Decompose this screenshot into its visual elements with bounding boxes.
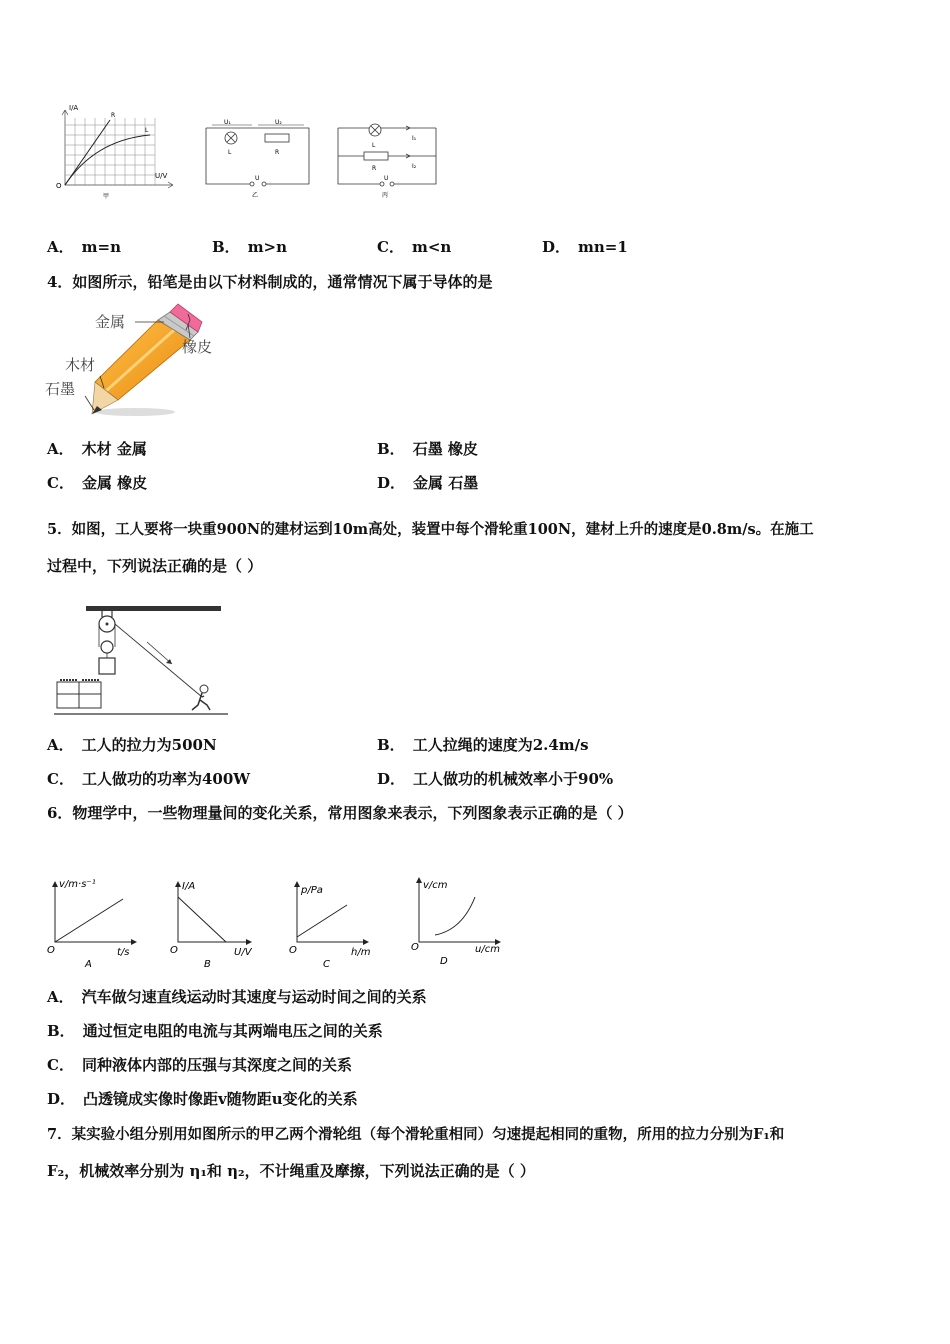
q6-b-ylabel: I/A [182, 881, 196, 892]
q5-option-d: D． 工人做功的机械效率小于90% [377, 770, 614, 788]
q6-c-caption: C [323, 959, 330, 970]
q5-option-a: A． 工人的拉力为500N [47, 736, 217, 754]
q3-option-d: D． mn=1 [542, 238, 628, 256]
label-rubber: 橡皮 [182, 338, 213, 356]
pulley-worker-figure [52, 602, 232, 720]
q6-a-ylabel: v/m·s⁻¹ [59, 879, 96, 890]
q5-option-b: B． 工人拉绳的速度为2.4m/s [377, 736, 589, 754]
q6-option-c: C． 同种液体内部的压强与其深度之间的关系 [47, 1056, 352, 1074]
q6-a-xlabel: t/s [117, 947, 130, 958]
q6-d-xlabel: u/cm [475, 944, 500, 955]
q5-option-c: C． 工人做功的功率为400W [47, 770, 251, 788]
q4-stem: 4．如图所示，铅笔是由以下材料制成的，通常情况下属于导体的是 [47, 273, 493, 291]
q3-c1-u2: U₂ [275, 119, 282, 126]
q6-c-xlabel: h/m [351, 947, 371, 958]
q3-option-b: B． m>n [212, 238, 288, 256]
q7-stem-line1: 7．某实验小组分别用如图所示的甲乙两个滑轮组（每个滑轮重相同）匀速提起相同的重物，所用的拉力分别为F₁和 [47, 1126, 785, 1143]
q4-option-a: A． 木材 金属 [47, 440, 147, 458]
q3-c2-i2: I₂ [412, 163, 417, 170]
q6-option-b: B． 通过恒定电阻的电流与其两端电压之间的关系 [47, 1022, 383, 1040]
q3-c2-l: L [372, 142, 376, 149]
q6-c-ylabel: p/Pa [301, 885, 323, 896]
q3-option-c: C． m<n [377, 238, 452, 256]
q3-c1-u: U [255, 175, 260, 182]
q3-c2-u: U [384, 175, 389, 182]
q3-graph-ylabel: I/A [69, 104, 79, 112]
q6-graph-b [168, 875, 263, 970]
q3-series-circuit [200, 118, 315, 200]
q6-a-origin: O [47, 945, 55, 956]
q4-option-d: D． 金属 石墨 [377, 474, 479, 492]
q6-stem: 6．物理学中，一些物理量间的变化关系，常用图象来表示，下列图象表示正确的是（ ） [47, 804, 633, 822]
q3-graph-origin: O [56, 182, 62, 190]
q3-c2-caption: 丙 [382, 192, 389, 199]
q6-graph-a [45, 875, 140, 970]
q6-b-xlabel: U/V [234, 947, 252, 958]
q3-c1-l: L [228, 149, 232, 156]
q3-graph-figure [55, 100, 185, 200]
q3-c1-u1: U₁ [224, 119, 231, 126]
q6-d-ylabel: v/cm [423, 880, 448, 891]
q6-graph-c [285, 875, 380, 970]
q6-b-origin: O [170, 945, 178, 956]
q3-curve-r: R [111, 112, 116, 119]
q5-stem-line2: 过程中，下列说法正确的是（ ） [47, 557, 263, 575]
q3-c1-r: R [275, 149, 280, 156]
q3-graph-caption: 甲 [103, 193, 110, 200]
q4-option-b: B． 石墨 橡皮 [377, 440, 478, 458]
q6-d-caption: D [440, 956, 448, 967]
q6-b-caption: B [204, 959, 211, 970]
q5-stem-line1: 5．如图，工人要将一块重900N的建材运到10m高处，装置中每个滑轮重100N，建材上升的速度是0.8m/s。在施工 [47, 521, 814, 538]
label-wood: 木材 [65, 356, 96, 374]
q6-option-a: A． 汽车做匀速直线运动时其速度与运动时间之间的关系 [47, 988, 427, 1006]
q6-option-d: D． 凸透镜成实像时像距v随物距u变化的关系 [47, 1090, 358, 1108]
label-graphite: 石墨 [45, 380, 76, 398]
q6-a-caption: A [85, 959, 92, 970]
q4-option-c: C． 金属 橡皮 [47, 474, 148, 492]
q7-stem-line2: F₂，机械效率分别为 η₁和 η₂，不计绳重及摩擦，下列说法正确的是（ ） [47, 1162, 535, 1180]
pencil-figure [40, 300, 240, 425]
q6-d-origin: O [411, 942, 419, 953]
q3-c2-i1: I₁ [412, 135, 417, 142]
q3-parallel-circuit [330, 118, 445, 200]
q6-c-origin: O [289, 945, 297, 956]
q3-graph-xlabel: U/V [155, 172, 168, 180]
q3-c2-r: R [372, 165, 377, 172]
q3-curve-l: L [145, 127, 149, 134]
q3-c1-caption: 乙 [252, 192, 259, 199]
q6-graph-d [407, 875, 512, 970]
label-metal: 金属 [95, 313, 126, 331]
q3-option-a: A． m=n [47, 238, 121, 256]
